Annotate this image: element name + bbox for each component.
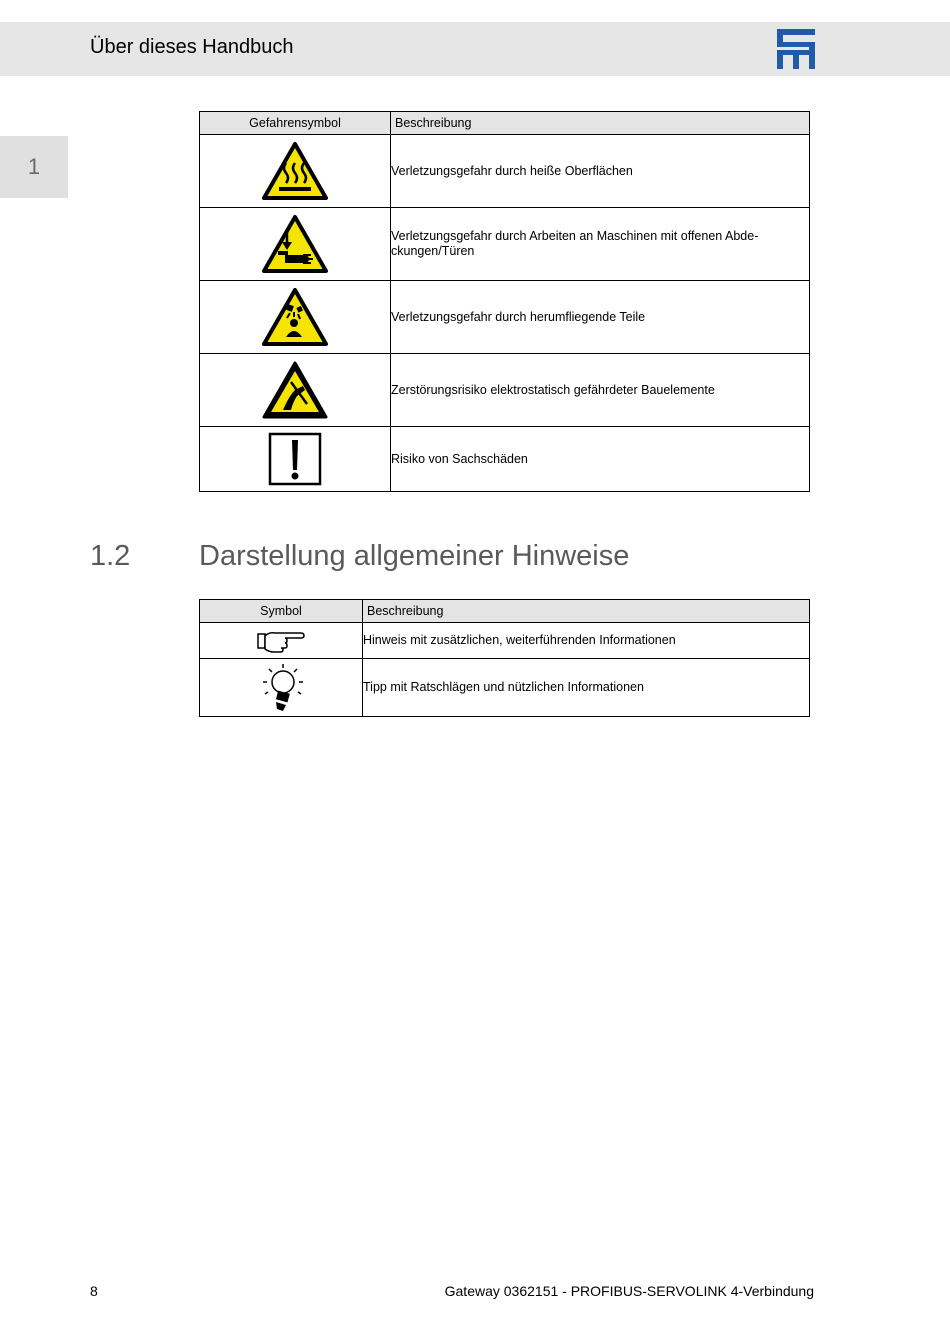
column-header-symbol: Gefahrensymbol — [200, 112, 391, 135]
footer-document-title: Gateway 0362151 - PROFIBUS-SERVOLINK 4-Verbindung — [444, 1283, 814, 1299]
table-row — [200, 281, 810, 354]
hazard-description: Zerstörungsrisiko elektrostatisch gefährdeter Bauelemente — [391, 354, 810, 427]
chapter-tab: 1 — [0, 136, 68, 198]
esd-warning-icon — [261, 360, 329, 420]
table-row — [200, 623, 810, 659]
hand-crush-warning-icon — [261, 214, 329, 274]
pointing-hand-icon — [256, 627, 306, 655]
hazard-description: Verletzungsgefahr durch Arbeiten an Maschinen mit offenen Abde- ckungen/Türen — [391, 208, 810, 281]
table-row — [200, 354, 810, 427]
hazard-description: Verletzungsgefahr durch herumfliegende Teile — [391, 281, 810, 354]
section-number: 1.2 — [90, 540, 131, 572]
hazard-description: Verletzungsgefahr durch heiße Oberflächen — [391, 135, 810, 208]
hazard-symbol-table — [199, 111, 810, 492]
hazard-description: Risiko von Sachschäden — [391, 427, 810, 492]
note-description: Hinweis mit zusätzlichen, weiterführenden Informationen — [363, 623, 810, 659]
table-row — [200, 659, 810, 717]
flying-parts-warning-icon — [261, 287, 329, 347]
section-heading: Darstellung allgemeiner Hinweise — [199, 540, 630, 572]
company-logo-icon — [777, 29, 815, 69]
light-bulb-icon — [259, 662, 303, 714]
note-description: Tipp mit Ratschlägen und nützlichen Informationen — [363, 659, 810, 717]
table-row — [200, 208, 810, 281]
footer-page-number: 8 — [90, 1283, 98, 1299]
exclamation-box-icon — [268, 432, 322, 486]
table-row — [200, 427, 810, 492]
page-header-title: Über dieses Handbuch — [90, 36, 294, 58]
hot-surface-warning-icon — [261, 141, 329, 201]
column-header-description: Beschreibung — [363, 600, 810, 623]
column-header-description: Beschreibung — [391, 112, 810, 135]
notes-symbol-table — [199, 599, 810, 717]
table-row — [200, 135, 810, 208]
column-header-symbol: Symbol — [200, 600, 363, 623]
